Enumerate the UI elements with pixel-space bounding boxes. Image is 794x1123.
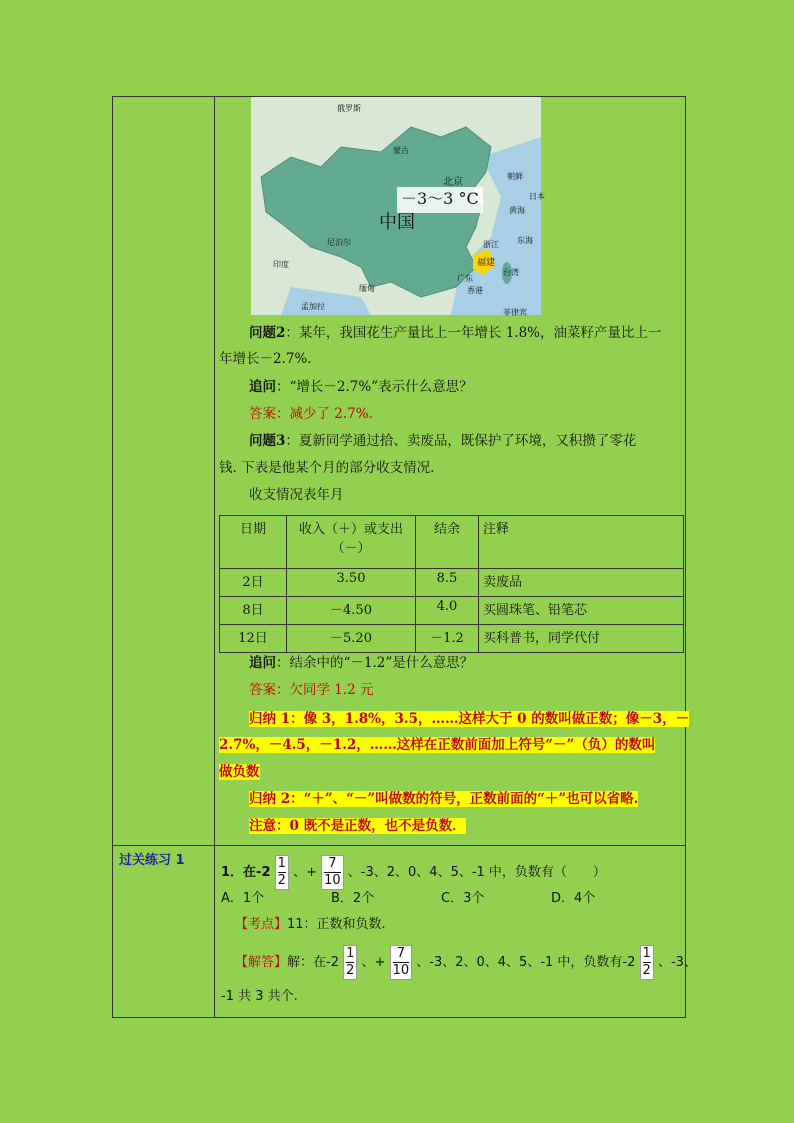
map-label-india: 印度 bbox=[273, 260, 289, 269]
map-label-taiwan: 台湾 bbox=[503, 268, 519, 277]
jieda-prefix: 解：在-2 bbox=[287, 955, 339, 970]
map-label-bangladesh: 孟加拉 bbox=[301, 302, 325, 311]
q2-answer-text: ：减少了 2.7%. bbox=[276, 406, 373, 422]
q3-text1: ：夏新同学通过拾、卖废品，既保护了环境，又积攒了零花 bbox=[285, 433, 637, 449]
map-label-yellow-sea: 黄海 bbox=[509, 206, 525, 215]
q3-answer-label: 答案 bbox=[249, 682, 276, 698]
header-amount bbox=[287, 516, 416, 569]
jieda-plus: 、+ bbox=[361, 955, 386, 970]
map-label-nepal: 尼泊尔 bbox=[327, 238, 351, 247]
exercise-question bbox=[221, 855, 606, 890]
cell-date: 8日 bbox=[220, 597, 287, 625]
map-label-russia: 俄罗斯 bbox=[337, 104, 361, 113]
cell-amount: 3.50 bbox=[287, 569, 416, 597]
summary1-line3: 做负数 bbox=[219, 764, 260, 780]
jieda-end: 、-3、 bbox=[657, 955, 697, 970]
cell-date: 2日 bbox=[220, 569, 287, 597]
map-graphic bbox=[251, 97, 541, 315]
fraction-one-half: $\frac{1}{2}$ bbox=[640, 945, 654, 980]
header-date: 日期 bbox=[220, 516, 287, 569]
q3-follow bbox=[249, 653, 473, 673]
map-label-east-sea: 东海 bbox=[517, 236, 533, 245]
map-label-philippines: 菲律宾 bbox=[503, 308, 527, 317]
q2-follow-text: ：“增长－2.7%”表示什么意思？ bbox=[276, 379, 473, 395]
q3-follow-label: 追问 bbox=[249, 655, 276, 671]
header-amount-line2: （－） bbox=[331, 541, 371, 556]
cell-note: 买圆珠笔、铅笔芯 bbox=[479, 597, 684, 625]
q3-answer-text: ：欠同学 1.2 元 bbox=[276, 682, 374, 698]
fraction-seven-tenths: $\frac{7}{10}$ bbox=[390, 945, 413, 980]
cell-balance: 4.0 bbox=[416, 597, 479, 625]
cell-date: 12日 bbox=[220, 625, 287, 653]
q2-answer-label: 答案 bbox=[249, 406, 276, 422]
cell-balance: 8.5 bbox=[416, 569, 479, 597]
header-amount-line1: 收入（＋）或支出 bbox=[298, 522, 403, 537]
row-divider bbox=[113, 845, 685, 846]
q3-follow-text: ：结余中的“－1.2”是什么意思？ bbox=[276, 655, 474, 671]
q3-line2: 钱. 下表是他某个月的部分收支情况. bbox=[219, 460, 435, 476]
q3-line1 bbox=[249, 431, 636, 451]
q2-line2: 年增长－2.7%. bbox=[219, 351, 312, 367]
map-label-japan: 日本 bbox=[529, 192, 545, 201]
table-row bbox=[220, 597, 684, 625]
q2-text1: ：某年，我国花生产量比上一年增长 1.8%，油菜籽产量比上一 bbox=[285, 325, 662, 341]
table-header-row bbox=[220, 516, 684, 569]
option-d[interactable]: D．4个 bbox=[551, 891, 596, 906]
jieda-label: 【解答】 bbox=[235, 955, 288, 970]
map-label-guangdong: 广东 bbox=[457, 274, 473, 283]
exercise-label: 过关练习 1 bbox=[119, 853, 185, 868]
china-map bbox=[251, 97, 545, 317]
q2-line1 bbox=[249, 323, 662, 343]
map-label-beijing: 北京 bbox=[443, 177, 463, 188]
map-label-north-korea: 朝鲜 bbox=[507, 172, 523, 181]
map-label-zhejiang: 浙江 bbox=[483, 240, 499, 249]
column-divider bbox=[214, 97, 215, 1017]
kaodian bbox=[235, 915, 386, 935]
option-b[interactable]: B．2个 bbox=[331, 891, 375, 906]
map-label-china: 中国 bbox=[379, 212, 415, 233]
cell-note: 买科普书，同学代付 bbox=[479, 625, 684, 653]
q2-answer bbox=[249, 404, 373, 424]
table-row bbox=[220, 569, 684, 597]
cell-amount: －4.50 bbox=[287, 597, 416, 625]
kaodian-text: 11：正数和负数. bbox=[287, 917, 386, 932]
q-suffix: 、-3、2、0、4、5、-1 中，负数有（ ） bbox=[347, 865, 606, 880]
map-label-myanmar: 缅甸 bbox=[359, 284, 375, 293]
zero-note: 注意：0 既不是正数，也不是负数． bbox=[249, 818, 466, 834]
option-a[interactable]: A．1个 bbox=[221, 891, 265, 906]
jieda-mid: 、-3、2、0、4、5、-1 中，负数有-2 bbox=[416, 955, 636, 970]
table-row bbox=[220, 625, 684, 653]
worksheet-table bbox=[112, 96, 697, 1018]
option-c[interactable]: C．3个 bbox=[441, 891, 485, 906]
map-label-fujian: 福建 bbox=[477, 258, 496, 268]
q-plus: 、+ bbox=[293, 865, 317, 880]
jieda-line2: -1 共 3 共个. bbox=[221, 989, 298, 1004]
q3-answer bbox=[249, 680, 374, 700]
fraction-seven-tenths: $\frac{7}{10}$ bbox=[321, 855, 344, 890]
map-label-mongolia: 蒙古 bbox=[393, 146, 409, 155]
ledger-table bbox=[219, 515, 684, 653]
cell-amount: －5.20 bbox=[287, 625, 416, 653]
kaodian-label: 【考点】 bbox=[235, 917, 288, 932]
cell-balance: －1.2 bbox=[416, 625, 479, 653]
map-label-temperature: －3～3 °C bbox=[401, 189, 479, 208]
fraction-one-half: $\frac{1}{2}$ bbox=[275, 855, 289, 890]
summary2: 归纳 2：“＋”、“－”叫做数的符号，正数前面的“＋”也可以省略. bbox=[249, 791, 639, 807]
header-balance: 结余 bbox=[416, 516, 479, 569]
header-note: 注释 bbox=[479, 516, 684, 569]
q-prefix: 1．在-2 bbox=[221, 865, 271, 880]
q2-follow-label: 追问 bbox=[249, 379, 276, 395]
summary1-line2: 2.7%，－4.5，－1.2，……这样在正数前面加上符号“－”（负）的数叫 bbox=[219, 737, 656, 753]
jieda bbox=[235, 945, 697, 980]
q3-label: 问题3 bbox=[249, 433, 286, 449]
map-label-hongkong: 香港 bbox=[467, 286, 483, 295]
q2-follow bbox=[249, 377, 473, 397]
table-title: 收支情况表年月 bbox=[249, 487, 344, 503]
q2-label: 问题2 bbox=[249, 325, 286, 341]
cell-note: 卖废品 bbox=[479, 569, 684, 597]
fraction-one-half: $\frac{1}{2}$ bbox=[343, 945, 357, 980]
summary1-line1: 归纳 1：像 3，1.8%，3.5，……这样大于 0 的数叫做正数；像－3，－ bbox=[249, 711, 690, 727]
